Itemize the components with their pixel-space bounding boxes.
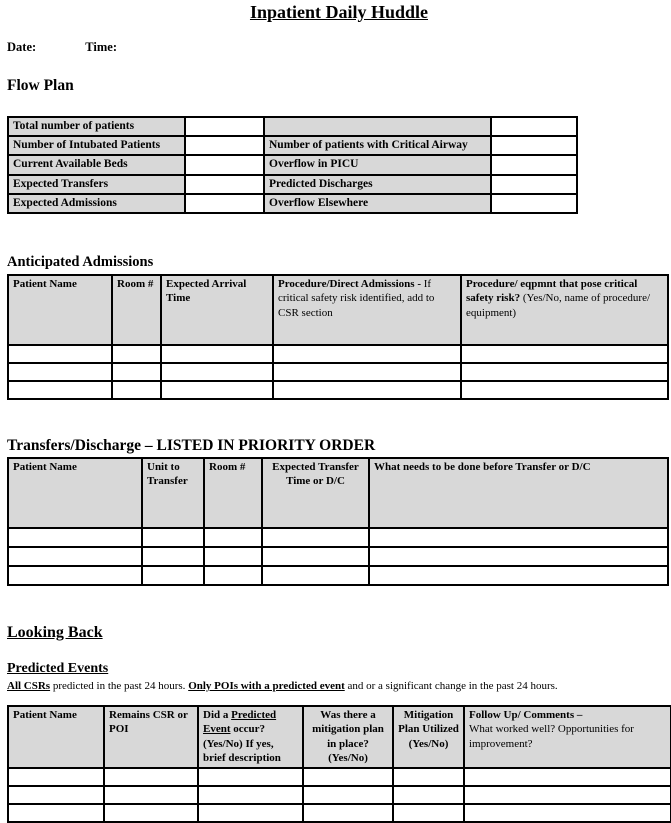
header-text-regular: What worked well? Opportunities for improvement? [469,723,634,750]
table-row [8,786,671,804]
flow-label: Number of Intubated Patients [8,136,185,155]
blank-cell [262,566,369,585]
blank-cell [198,768,303,786]
blank-cell [142,547,204,566]
blank-cell [161,381,273,399]
date-label: Date: [7,40,37,54]
table-row [8,136,577,155]
time-label: Time: [85,40,117,54]
predicted-events-table [7,705,671,823]
blank-cell [142,566,204,585]
blank-cell [142,528,204,547]
blank-cell [204,566,262,585]
blank-cell [369,528,668,547]
col-header-room-number: Room # [112,275,161,345]
col-header-mitigation-plan-in-place: Was there a mitigation plan in place? (Yes/No) [303,706,393,768]
flow-value-cell [491,194,577,213]
blank-cell [303,804,393,822]
blank-cell [303,786,393,804]
blank-cell [161,345,273,363]
blank-cell [8,363,112,381]
flow-value-cell [491,136,577,155]
col-header-predicted-event-occur [198,706,303,768]
blank-cell [8,547,142,566]
blank-cell [112,381,161,399]
intro-text: and or a significant change in the past 24 hours. [344,679,558,692]
table-row [8,566,668,585]
transfers-discharge-heading: Transfers/Discharge – LISTED IN PRIORITY ORDER [7,436,376,454]
blank-cell [8,786,104,804]
blank-cell [393,804,464,822]
table-row [8,547,668,566]
flow-label: Number of patients with Critical Airway [264,136,491,155]
flow-label: Predicted Discharges [264,175,491,194]
col-header-follow-up-comments [464,706,671,768]
flow-label: Expected Transfers [8,175,185,194]
flow-label [264,117,491,136]
flow-value-cell [491,175,577,194]
col-header-patient-name: Patient Name [8,275,112,345]
header-text-bold: Follow Up/ Comments – [469,708,583,721]
header-text-bold: occur? (Yes/No) If yes, brief description [203,723,281,765]
predicted-events-heading: Predicted Events [7,660,109,676]
header-text-underlined: Predicted Event [203,708,277,736]
header-text-regular: (Yes/No, name of procedure/ equipment) [466,292,651,319]
blank-cell [198,804,303,822]
col-header-mitigation-plan-utilized: Mitigation Plan Utilized (Yes/No) [393,706,464,768]
blank-cell [393,786,464,804]
date-time-row [7,40,671,55]
blank-cell [8,381,112,399]
header-row [8,458,668,528]
blank-cell [303,768,393,786]
col-header-unit-to-transfer: Unit to Transfer [142,458,204,528]
col-header-remains-csr-or-poi: Remains CSR or POI [104,706,198,768]
blank-cell [464,804,671,822]
table-row [8,768,671,786]
blank-cell [461,345,668,363]
blank-cell [369,566,668,585]
blank-cell [104,768,198,786]
table-row [8,175,577,194]
flow-value-cell [185,194,264,213]
blank-cell [262,547,369,566]
transfers-discharge-table [7,457,669,586]
flow-value-cell [185,175,264,194]
blank-cell [464,786,671,804]
blank-cell [273,363,461,381]
table-row [8,804,671,822]
blank-cell [461,381,668,399]
flow-plan-table [7,116,578,214]
blank-cell [104,804,198,822]
blank-cell [273,345,461,363]
col-header-procedure-direct-admissions [273,275,461,345]
col-header-patient-name: Patient Name [8,458,142,528]
header-text-bold: Did a [203,708,232,721]
table-row [8,381,668,399]
blank-cell [8,768,104,786]
col-header-patient-name: Patient Name [8,706,104,768]
anticipated-admissions-table [7,274,669,400]
blank-cell [204,547,262,566]
intro-text: predicted in the past 24 hours. [50,679,189,692]
flow-label: Current Available Beds [8,155,185,174]
blank-cell [393,768,464,786]
blank-cell [8,528,142,547]
blank-cell [104,786,198,804]
flow-label: Expected Admissions [8,194,185,213]
table-row [8,528,668,547]
col-header-room-number: Room # [204,458,262,528]
intro-only-pois: Only POIs with a predicted event [188,679,345,692]
header-row [8,706,671,768]
blank-cell [8,804,104,822]
page-title: Inpatient Daily Huddle [249,2,429,22]
blank-cell [161,363,273,381]
col-header-critical-safety-risk [461,275,668,345]
predicted-events-intro [7,680,671,692]
blank-cell [204,528,262,547]
flow-label: Overflow Elsewhere [264,194,491,213]
blank-cell [198,786,303,804]
flow-value-cell [185,155,264,174]
intro-all-csrs: All CSRs [7,679,51,692]
blank-cell [461,363,668,381]
blank-cell [8,345,112,363]
blank-cell [112,345,161,363]
flow-value-cell [185,136,264,155]
blank-cell [8,566,142,585]
header-text-regular: If critical safety risk identified, add to CSR section [278,277,435,319]
table-row [8,194,577,213]
table-row [8,155,577,174]
flow-value-cell [491,117,577,136]
anticipated-admissions-heading: Anticipated Admissions [7,253,154,270]
col-header-todo-before-transfer: What needs to be done before Transfer or D/C [369,458,668,528]
blank-cell [369,547,668,566]
table-row [8,345,668,363]
header-row [8,275,668,345]
blank-cell [273,381,461,399]
flow-plan-heading: Flow Plan [7,77,74,94]
blank-cell [262,528,369,547]
table-row [8,117,577,136]
looking-back-heading: Looking Back [7,623,103,641]
header-text-bold: Procedure/Direct Admissions - [278,277,424,290]
flow-value-cell [185,117,264,136]
col-header-expected-transfer-time: Expected Transfer Time or D/C [262,458,369,528]
header-text-bold: Procedure/ eqpmnt that pose critical safety risk? [466,277,638,305]
blank-cell [464,768,671,786]
col-header-expected-arrival-time: Expected Arrival Time [161,275,273,345]
flow-value-cell [491,155,577,174]
table-row [8,363,668,381]
blank-cell [112,363,161,381]
flow-label: Total number of patients [8,117,185,136]
flow-label: Overflow in PICU [264,155,491,174]
